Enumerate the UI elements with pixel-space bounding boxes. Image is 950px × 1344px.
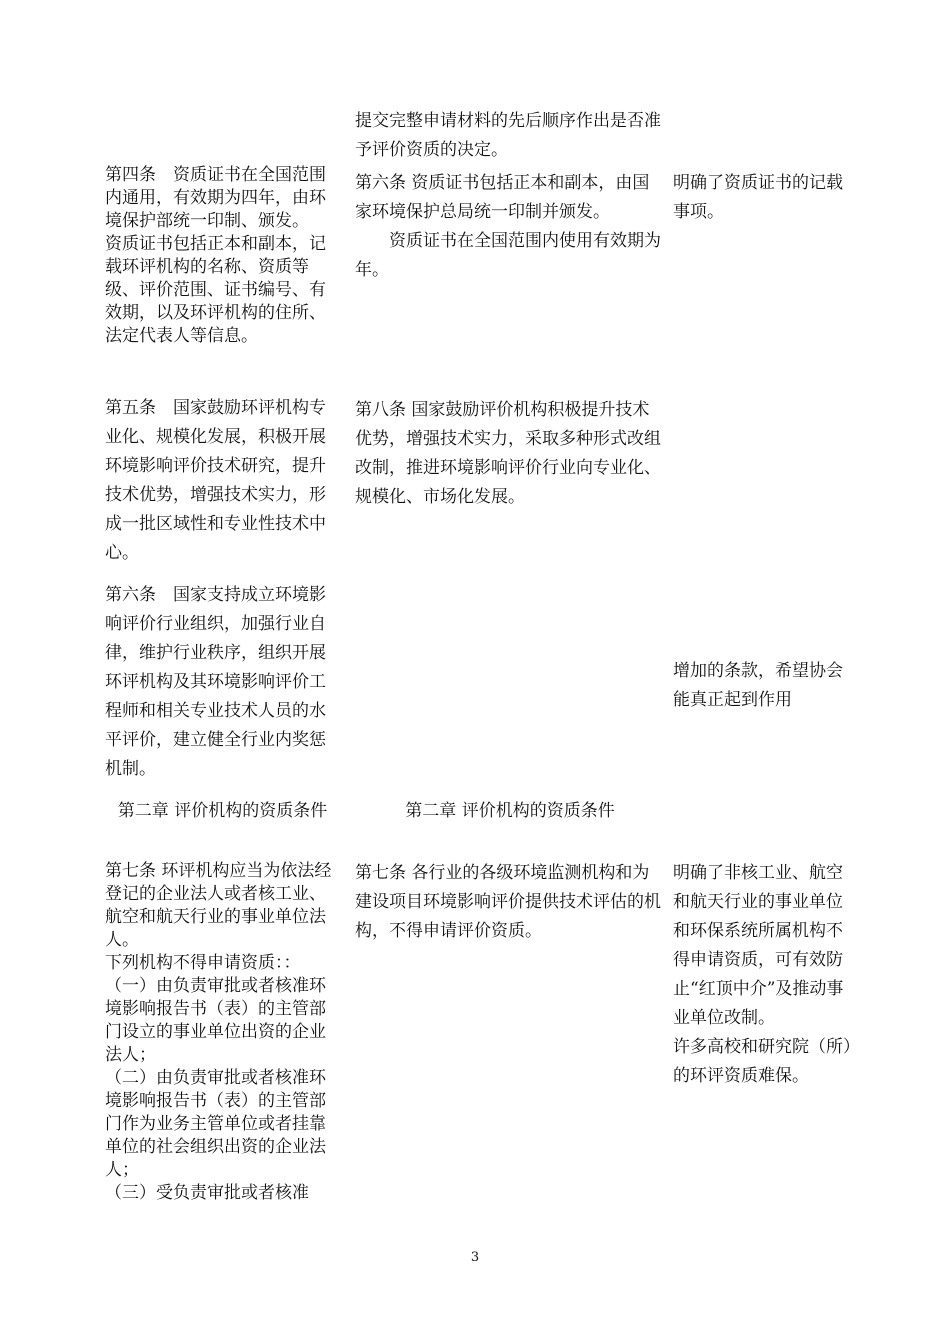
note-qualification-restriction: 明确了非核工业、航空和航天行业的事业单位和环保系统所属机构不得申请资质，可有效防止“红顶中介”及推动事业单位改制。 许多高校和研究院（所）的环评资质难保。 [673, 863, 852, 1086]
original-regulation-column [355, 0, 665, 1344]
article-6-current: 第六条 国家支持成立环境影响评价行业组织，加强行业自律，维护行业秩序，组织开展环评机构及其环境影响评价工程师和相关专业技术人员的水平评价，建立健全行业内奖惩机制。 [105, 585, 326, 779]
note-certificate-items: 明确了资质证书的记载事项。 [673, 173, 843, 222]
article-6-original: 第六条 资质证书包括正本和副本，由国家环境保护总局统一印制并颁发。 资质证书在全国范围内使用有效期为 年。 [355, 173, 661, 280]
article-7-current: 第七条 环评机构应当为依法经登记的企业法人或者核工业、航空和航天行业的事业单位法人。 下列机构不得申请资质：： （一）由负责审批或者核准环境影响报告书（表）的主管部门设立的事业单位出资的企业法人； （二）由负责审批或者核准环境影响报告书（表）的主管部门作为业务主管单位或者挂靠单位的社会组织出资的企业法人； （三）受负责审批或者核准 [105, 861, 332, 1203]
page-number: 3 [470, 1250, 480, 1265]
article-8-original: 第八条 国家鼓励评价机构积极提升技术优势，增强技术实力，采取多种形式改组改制，推进环境影响评价行业向专业化、规模化、市场化发展。 [355, 400, 661, 507]
note-industry-association: 增加的条款，希望协会能真正起到作用 [673, 661, 843, 710]
chapter-2-heading-current: 第二章 评价机构的资质条件 [117, 801, 328, 821]
chapter-2-heading-original: 第二章 评价机构的资质条件 [405, 801, 615, 821]
article-7-original: 第七条 各行业的各级环境监测机构和为建设项目环境影响评价提供技术评估的机构，不得申请评价资质。 [355, 863, 661, 941]
article-4-current: 第四条 资质证书在全国范围内通用，有效期为四年，由环境保护部统一印制、颁发。 资质证书包括正本和副本，记载环评机构的名称、资质等级、评价范围、证书编号、有效期，以及环评机构的住所、法定代表人等信息。 [105, 165, 326, 346]
article-5-current: 第五条 国家鼓励环评机构专业化、规模化发展，积极开展环境影响评价技术研究，提升技术优势，增强技术实力，形成一批区域性和专业性技术中心。 [105, 398, 326, 563]
current-draft-column [105, 0, 340, 1344]
continuation-text-original: 提交完整申请材料的先后顺序作出是否准予评价资质的决定。 [355, 111, 661, 160]
notes-column [673, 0, 858, 1344]
